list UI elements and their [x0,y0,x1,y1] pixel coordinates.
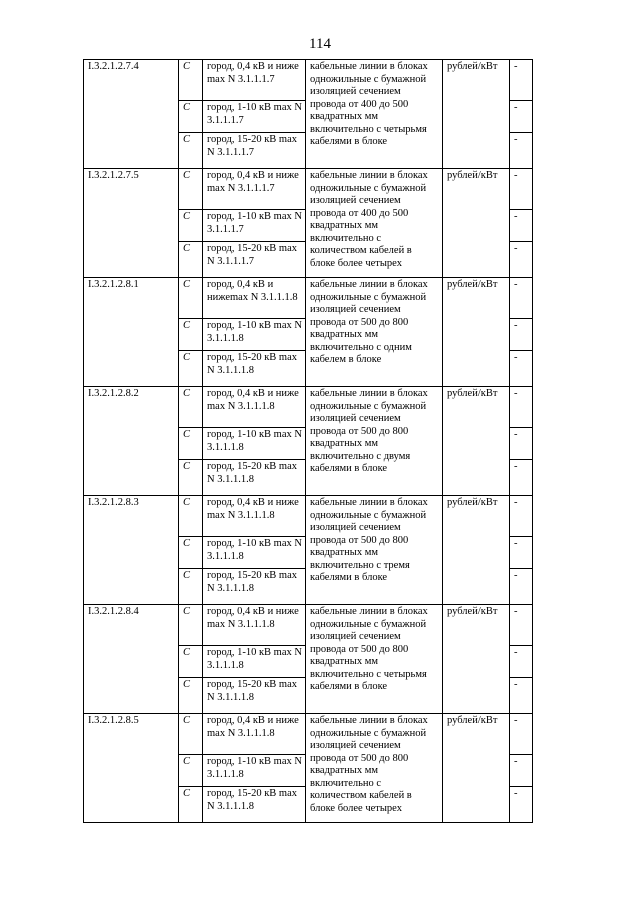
category-letter: C [179,169,203,210]
unit-of-measure: рублей/кВт [443,714,510,823]
line-description: кабельные линии в блоках одножильные с бумажной изоляцией сечением провода от 400 до 500 квадратных мм включительно с количеством кабелей в блоке более четырех [306,169,443,278]
voltage-level: город, 15-20 кВ max N 3.1.1.1.8 [203,569,306,605]
unit-of-measure: рублей/кВт [443,169,510,278]
table-row [84,605,533,646]
category-letter: C [179,496,203,537]
row-code: I.3.2.1.2.7.5 [84,169,179,278]
category-letter: C [179,428,203,460]
unit-of-measure: рублей/кВт [443,60,510,169]
rate-value: - [510,714,533,755]
voltage-level: город, 0,4 кВ и ниже max N 3.1.1.1.8 [203,605,306,646]
rate-value: - [510,496,533,537]
voltage-level: город, 15-20 кВ max N 3.1.1.1.7 [203,242,306,278]
voltage-level: город, 15-20 кВ max N 3.1.1.1.8 [203,351,306,387]
table-row [84,60,533,101]
rate-value: - [510,678,533,714]
voltage-level: город, 1-10 кВ max N 3.1.1.1.7 [203,101,306,133]
category-letter: C [179,787,203,823]
rate-value: - [510,60,533,101]
unit-of-measure: рублей/кВт [443,278,510,387]
row-code: I.3.2.1.2.8.5 [84,714,179,823]
voltage-level: город, 0,4 кВ и ниже max N 3.1.1.1.7 [203,60,306,101]
table-row [84,714,533,755]
category-letter: C [179,569,203,605]
voltage-level: город, 0,4 кВ и ниже max N 3.1.1.1.8 [203,387,306,428]
rate-value: - [510,210,533,242]
category-letter: C [179,60,203,101]
table-row [84,169,533,210]
category-letter: C [179,460,203,496]
tariff-table-body [84,60,533,823]
rate-value: - [510,428,533,460]
category-letter: C [179,278,203,319]
rate-value: - [510,133,533,169]
voltage-level: город, 0,4 кВ и нижеmax N 3.1.1.1.8 [203,278,306,319]
rate-value: - [510,605,533,646]
line-description: кабельные линии в блоках одножильные с бумажной изоляцией сечением провода от 500 до 800 квадратных мм включительно с четырьмя кабелями в блоке [306,605,443,714]
voltage-level: город, 15-20 кВ max N 3.1.1.1.8 [203,787,306,823]
category-letter: C [179,101,203,133]
table-row [84,496,533,537]
unit-of-measure: рублей/кВт [443,605,510,714]
category-letter: C [179,605,203,646]
voltage-level: город, 0,4 кВ и ниже max N 3.1.1.1.8 [203,496,306,537]
rate-value: - [510,278,533,319]
row-code: I.3.2.1.2.8.3 [84,496,179,605]
category-letter: C [179,646,203,678]
rate-value: - [510,787,533,823]
page-number: 114 [309,36,331,52]
unit-of-measure: рублей/кВт [443,387,510,496]
table-row [84,278,533,319]
rate-value: - [510,569,533,605]
rate-value: - [510,387,533,428]
category-letter: C [179,387,203,428]
category-letter: C [179,714,203,755]
line-description: кабельные линии в блоках одножильные с бумажной изоляцией сечением провода от 500 до 800 квадратных мм включительно с количеством кабелей в блоке более четырех [306,714,443,823]
line-description: кабельные линии в блоках одножильные с бумажной изоляцией сечением провода от 500 до 800 квадратных мм включительно с одним кабелем в блоке [306,278,443,387]
rate-value: - [510,169,533,210]
row-code: I.3.2.1.2.8.1 [84,278,179,387]
category-letter: C [179,319,203,351]
voltage-level: город, 0,4 кВ и ниже max N 3.1.1.1.7 [203,169,306,210]
line-description: кабельные линии в блоках одножильные с бумажной изоляцией сечением провода от 500 до 800 квадратных мм включительно с тремя кабелями в блоке [306,496,443,605]
voltage-level: город, 15-20 кВ max N 3.1.1.1.8 [203,460,306,496]
table-row [84,387,533,428]
category-letter: C [179,678,203,714]
tariff-table [83,59,533,823]
voltage-level: город, 1-10 кВ max N 3.1.1.1.8 [203,428,306,460]
voltage-level: город, 1-10 кВ max N 3.1.1.1.7 [203,210,306,242]
row-code: I.3.2.1.2.8.2 [84,387,179,496]
rate-value: - [510,537,533,569]
rate-value: - [510,242,533,278]
voltage-level: город, 1-10 кВ max N 3.1.1.1.8 [203,755,306,787]
row-code: I.3.2.1.2.7.4 [84,60,179,169]
row-code: I.3.2.1.2.8.4 [84,605,179,714]
voltage-level: город, 1-10 кВ max N 3.1.1.1.8 [203,537,306,569]
rate-value: - [510,755,533,787]
voltage-level: город, 0,4 кВ и ниже max N 3.1.1.1.8 [203,714,306,755]
unit-of-measure: рублей/кВт [443,496,510,605]
rate-value: - [510,460,533,496]
rate-value: - [510,646,533,678]
voltage-level: город, 15-20 кВ max N 3.1.1.1.7 [203,133,306,169]
category-letter: C [179,537,203,569]
category-letter: C [179,210,203,242]
voltage-level: город, 1-10 кВ max N 3.1.1.1.8 [203,646,306,678]
category-letter: C [179,242,203,278]
line-description: кабельные линии в блоках одножильные с бумажной изоляцией сечением провода от 400 до 500 квадратных мм включительно с четырьмя кабелями в блоке [306,60,443,169]
category-letter: C [179,755,203,787]
rate-value: - [510,101,533,133]
voltage-level: город, 15-20 кВ max N 3.1.1.1.8 [203,678,306,714]
category-letter: C [179,133,203,169]
rate-value: - [510,351,533,387]
voltage-level: город, 1-10 кВ max N 3.1.1.1.8 [203,319,306,351]
line-description: кабельные линии в блоках одножильные с бумажной изоляцией сечением провода от 500 до 800 квадратных мм включительно с двумя кабелями в блоке [306,387,443,496]
category-letter: C [179,351,203,387]
rate-value: - [510,319,533,351]
